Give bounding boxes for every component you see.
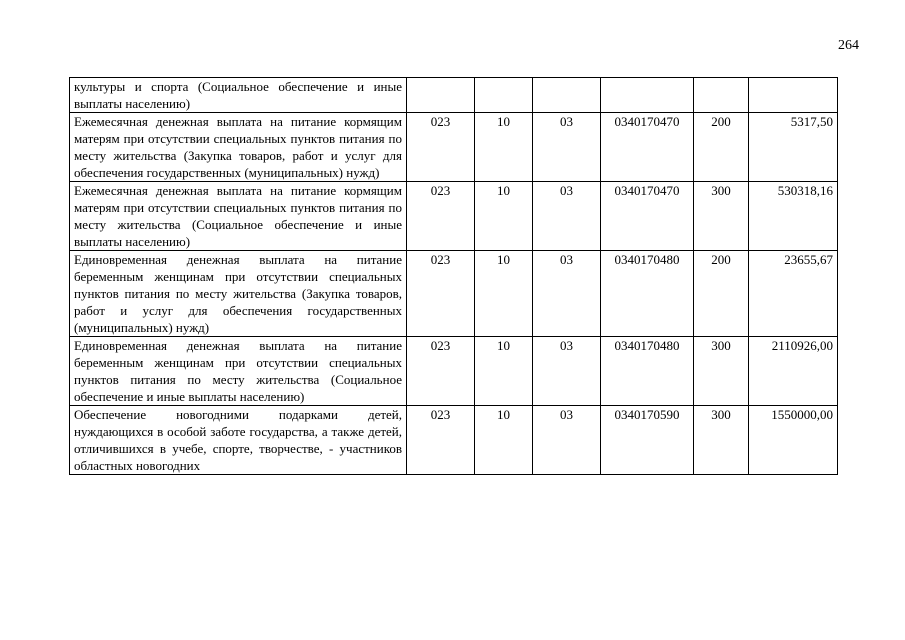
section-code-cell: 10 [475,251,533,337]
section-code-cell: 10 [475,182,533,251]
table-row [70,251,838,337]
expense-type-cell: 200 [694,113,749,182]
target-article-cell [601,78,694,113]
amount-cell [749,78,838,113]
amount-cell: 5317,50 [749,113,838,182]
subsection-code-cell [533,78,601,113]
expense-type-cell: 300 [694,182,749,251]
ministry-code-cell: 023 [407,337,475,406]
table-row [70,406,838,475]
subsection-code-cell: 03 [533,406,601,475]
ministry-code-cell: 023 [407,113,475,182]
section-code-cell: 10 [475,113,533,182]
description-cell: Обеспечение новогодними подарками детей, нуждающихся в особой заботе государства, а также детей, отличившихся в учебе, спорте, творчестве, - участников областных новогодних [70,406,407,475]
expense-type-cell: 200 [694,251,749,337]
expense-type-cell [694,78,749,113]
table-row [70,78,838,113]
target-article-cell: 0340170480 [601,251,694,337]
section-code-cell: 10 [475,337,533,406]
description-cell: культуры и спорта (Социальное обеспечение и иные выплаты населению) [70,78,407,113]
section-code-cell [475,78,533,113]
target-article-cell: 0340170480 [601,337,694,406]
table-row [70,337,838,406]
ministry-code-cell: 023 [407,182,475,251]
description-cell: Ежемесячная денежная выплата на питание кормящим матерям при отсутствии специальных пунктов питания по месту жительства (Социальное обеспечение и иные выплаты населению) [70,182,407,251]
amount-cell: 2110926,00 [749,337,838,406]
ministry-code-cell: 023 [407,406,475,475]
table-row [70,182,838,251]
target-article-cell: 0340170470 [601,113,694,182]
expense-type-cell: 300 [694,337,749,406]
description-cell: Ежемесячная денежная выплата на питание кормящим матерям при отсутствии специальных пунктов питания по месту жительства (Закупка товаров, работ и услуг для обеспечения государственных (муниципальных) нужд) [70,113,407,182]
subsection-code-cell: 03 [533,337,601,406]
expense-type-cell: 300 [694,406,749,475]
target-article-cell: 0340170590 [601,406,694,475]
subsection-code-cell: 03 [533,182,601,251]
ministry-code-cell [407,78,475,113]
amount-cell: 1550000,00 [749,406,838,475]
table-row [70,113,838,182]
page-number: 264 [838,38,859,53]
amount-cell: 530318,16 [749,182,838,251]
section-code-cell: 10 [475,406,533,475]
subsection-code-cell: 03 [533,113,601,182]
target-article-cell: 0340170470 [601,182,694,251]
ministry-code-cell: 023 [407,251,475,337]
budget-table [69,77,838,475]
subsection-code-cell: 03 [533,251,601,337]
amount-cell: 23655,67 [749,251,838,337]
description-cell: Единовременная денежная выплата на питание беременным женщинам при отсутствии специальных пунктов питания по месту жительства (Закупка товаров, работ и услуг для обеспечения государственных (муниципальных) нужд) [70,251,407,337]
description-cell: Единовременная денежная выплата на питание беременным женщинам при отсутствии специальных пунктов питания по месту жительства (Социальное обеспечение и иные выплаты населению) [70,337,407,406]
